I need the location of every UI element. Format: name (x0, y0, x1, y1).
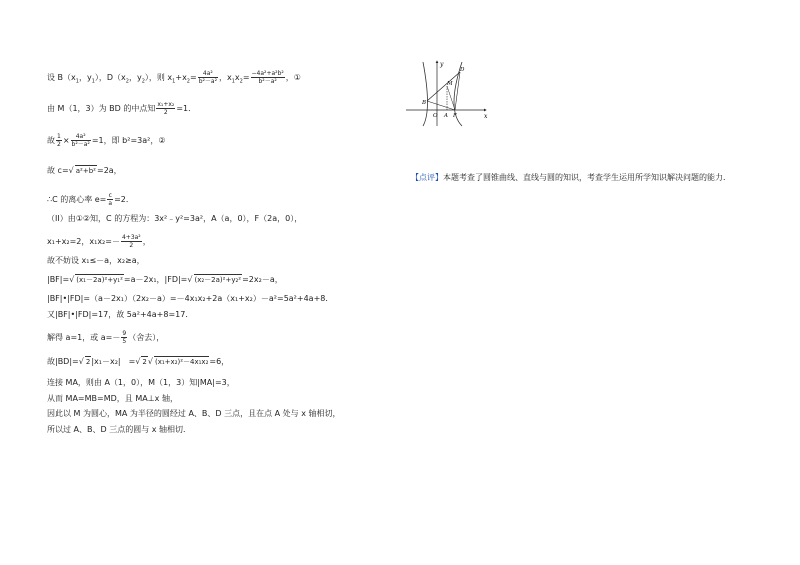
text: +x (175, 73, 187, 82)
solution-line-17 (47, 425, 191, 435)
text: =6， (209, 357, 230, 366)
origin-label: O (433, 113, 438, 119)
text: ），D（x (94, 73, 126, 82)
sub: 1 (75, 78, 79, 85)
solution-line-5 (47, 192, 134, 207)
solution-line-12 (47, 330, 164, 345)
sub: 1 (172, 78, 176, 85)
sub: 1 (91, 78, 95, 85)
solution-line-9: |BF|=√ (x₁－2a)²+y₁²=a－2x₁，|FD|=√ (x₂－2a)²+y₂²=2x₂－a， (47, 275, 283, 284)
solution-line-10 (47, 294, 333, 304)
text: |BF|•|FD|=（a－2x₁）（2x₂－a）=－4x₁x₂+2a（x₁+x₂）－a²=5a²+4a+8． (47, 294, 334, 303)
numerator: 9 (122, 330, 127, 337)
text: =2x₂－a， (242, 275, 283, 284)
hyperbola-left-branch (423, 62, 428, 126)
x-label: x (484, 113, 488, 120)
fraction (251, 70, 285, 85)
denominator: 2 (129, 242, 134, 249)
text: =2． (114, 195, 134, 204)
solution-line-13: 故|BD|=√ 2|x₁－x₂| =√ 2√ (x₁+x₂)²－4x₁x₂=6， (47, 357, 230, 366)
numerator: c (108, 192, 112, 199)
point-a-label: A (444, 113, 448, 119)
text: =1． (176, 104, 197, 113)
point-b-label: B (422, 100, 427, 106)
numerator: 4+3a² (121, 234, 141, 241)
fraction (71, 133, 91, 148)
text: x (234, 73, 240, 82)
solution-line-4: 故 c=√ a²+b²=2a， (47, 166, 122, 175)
sub: 2 (239, 78, 243, 85)
sqrt: 2 (85, 358, 91, 366)
solution-line-15 (47, 394, 178, 404)
solution-line-16 (47, 409, 341, 419)
fraction (198, 70, 218, 85)
solution-line-14 (47, 378, 235, 388)
solution-line-11 (47, 310, 193, 320)
numerator: x₁+x₂ (157, 101, 175, 108)
text: 由 M（1，3）为 BD 的中点知 (47, 104, 156, 113)
numerator: −4a²+a²b² (251, 70, 284, 77)
text: =a－2x₁，|FD|= (123, 275, 188, 284)
solution-line-2 (47, 101, 196, 116)
text: ， (142, 237, 151, 246)
sqrt: a²+b² (75, 167, 96, 175)
text: ，x (218, 73, 232, 82)
text: =2a， (96, 166, 122, 175)
text: × (62, 136, 70, 145)
text: （舍去）， (128, 333, 165, 342)
comment (411, 172, 731, 183)
sqrt: (x₁+x₂)²－4x₁x₂ (155, 358, 209, 366)
fraction (121, 330, 127, 345)
sub: 1 (231, 78, 235, 85)
point-d-label: D (460, 67, 465, 73)
text: 连接 MA，则由 A（1，0），M（1，3）知|MA|=3， (47, 378, 235, 387)
numerator: 4a² (198, 70, 218, 78)
denominator: a (108, 200, 113, 207)
solution-line-7 (47, 234, 151, 249)
sub: 2 (186, 78, 190, 85)
sqrt: (x₂－2a)²+y₂² (194, 276, 242, 284)
sqrt: (x₁－2a)²+y₁² (76, 276, 123, 284)
fraction (156, 101, 175, 116)
text: 从而 MA=MB=MD，且 MA⊥x 轴， (47, 394, 178, 403)
comment-tag: 【点评】 (411, 173, 443, 182)
text: |BF|= (47, 275, 70, 284)
text: 故 c= (47, 166, 69, 175)
text: ），则 x (144, 73, 173, 82)
fraction (107, 192, 113, 207)
text: |x₁－x₂| = (91, 357, 136, 366)
point-f-label: F (453, 113, 457, 119)
text: ，y (78, 73, 92, 82)
text: ，① (285, 73, 301, 82)
line-bf (427, 101, 455, 110)
solution-line-6 (47, 214, 302, 224)
denominator: 2 (57, 141, 61, 148)
numerator: 1 (57, 133, 61, 140)
point-m-label: M (447, 81, 453, 87)
text: ∴C 的离心率 e= (47, 195, 107, 204)
text: 故 (47, 136, 55, 145)
y-label: y (440, 61, 444, 68)
fraction (121, 234, 142, 249)
denominator: 2 (163, 109, 168, 116)
denominator: b²－a² (71, 141, 90, 148)
text: 故不妨设 x₁≤－a，x₂≥a， (47, 256, 145, 265)
text: （II）由①②知，C 的方程为：3x²﹣y²=3a²，A（a，0），F（2a，0）， (47, 214, 303, 223)
numerator: 4a² (71, 133, 91, 141)
text: 解得 a=1，或 a=－ (47, 333, 121, 342)
sqrt: 2 (142, 358, 147, 366)
text: = (189, 73, 197, 82)
denominator: b²－a² (258, 78, 277, 85)
text: ，y (128, 73, 142, 82)
denominator: 5 (122, 338, 127, 345)
fraction (56, 133, 62, 148)
comment-text: 本题考查了圆锥曲线、直线与圆的知识，考查学生运用所学知识解决问题的能力． (443, 173, 731, 182)
sub: 2 (141, 78, 145, 85)
denominator: b²－a² (198, 78, 217, 85)
solution-line-3 (47, 133, 166, 148)
text: 设 B（x (47, 73, 76, 82)
text: x₁+x₂=2，x₁x₂=－ (47, 237, 120, 246)
text: 又|BF|•|FD|=17，故 5a²+4a+8=17． (47, 310, 194, 319)
text: 所以过 A、B、D 三点的圆与 x 轴相切． (47, 425, 192, 434)
sub: 2 (125, 78, 129, 85)
text: 故|BD|= (47, 357, 79, 366)
text: 因此以 M 为圆心，MA 为半径的圆经过 A、B、D 三点，且在点 A 处与 x 轴相切， (47, 409, 341, 418)
hyperbola-figure (402, 58, 492, 128)
solution-line-8 (47, 256, 145, 266)
line-bd (427, 72, 460, 101)
text: = (242, 73, 250, 82)
text: =1，即 b²=3a²，② (91, 136, 166, 145)
solution-line-1 (47, 70, 301, 87)
